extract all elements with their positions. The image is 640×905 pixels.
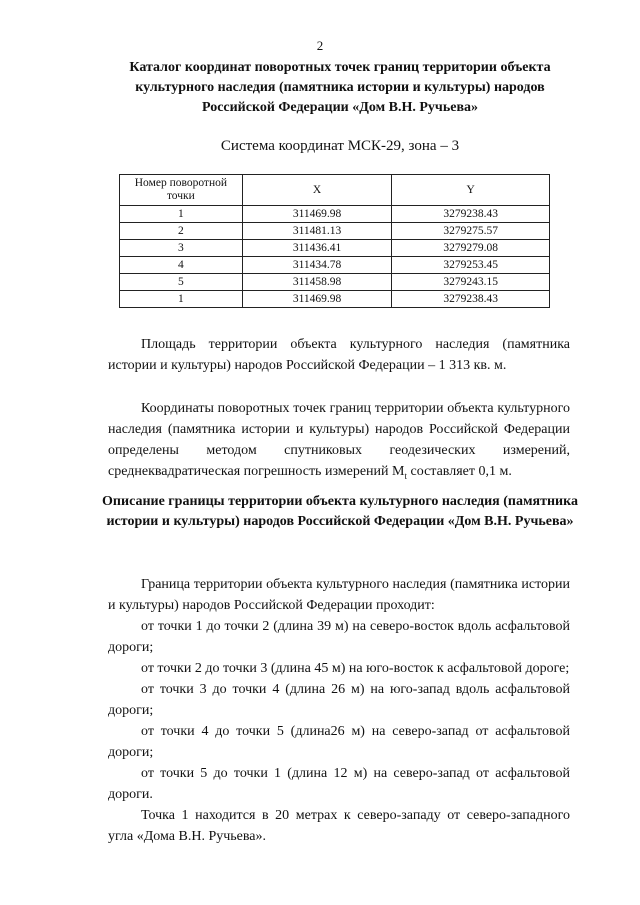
y-value: 3279279.08 [392, 240, 550, 257]
point-number: 5 [120, 274, 243, 291]
x-value: 311469.98 [242, 206, 392, 223]
catalog-title: Каталог координат поворотных точек границ территории объекта культурного наследия (памятника истории и культуры) народов Российской Федерации «Дом В.Н. Ручьева» [129, 60, 551, 115]
table-row [120, 257, 550, 274]
description-closing: Точка 1 находится в 20 метрах к северо-западу от северо-западного угла «Дома В.Н. Ручьева». [108, 808, 570, 844]
table-header-row [120, 175, 550, 206]
description-title: Описание границы территории объекта культурного наследия (памятника истории и культуры) народов Российской Федерации «Дом В.Н. Ручьева» [102, 494, 578, 529]
table-row [120, 291, 550, 308]
x-value: 311436.41 [242, 240, 392, 257]
description-intro: Граница территории объекта культурного наследия (памятника истории и культуры) народов Российской Федерации проходит: [108, 577, 570, 613]
point-number: 1 [120, 206, 243, 223]
x-value: 311481.13 [242, 223, 392, 240]
point-number: 1 [120, 291, 243, 308]
segment-item: от точки 3 до точки 4 (длина 26 м) на юго-запад вдоль асфальтовой дороги; [108, 682, 570, 718]
page-number: 2 [316, 38, 324, 53]
area-paragraph [108, 334, 570, 376]
coords-method-tail: составляет 0,1 м. [407, 464, 512, 479]
coordinate-system-label: Система координат МСК-29, зона – 3 [220, 138, 460, 154]
area-text: Площадь территории объекта культурного наследия (памятника истории и культуры) народов Российской Федерации – 1 313 кв. м. [108, 337, 570, 373]
x-value: 311434.78 [242, 257, 392, 274]
x-value: 311458.98 [242, 274, 392, 291]
boundary-description [108, 574, 570, 847]
table-row [120, 274, 550, 291]
coordinates-table [119, 174, 550, 308]
header-y: Y [392, 175, 550, 206]
header-point-number: Номер поворотной точки [120, 175, 243, 206]
y-value: 3279238.43 [392, 206, 550, 223]
point-number: 4 [120, 257, 243, 274]
coords-method-text: Координаты поворотных точек границ территории объекта культурного наследия (памятника истории и культуры) народов Российской Федерации определены методом спутниковых геодезических измерений, среднеквадратическая погрешность измерений M [108, 401, 570, 479]
y-value: 3279238.43 [392, 291, 550, 308]
table-row [120, 223, 550, 240]
segment-item: от точки 1 до точки 2 (длина 39 м) на северо-восток вдоль асфальтовой дороги; [108, 619, 570, 655]
header-x: X [242, 175, 392, 206]
x-value: 311469.98 [242, 291, 392, 308]
y-value: 3279275.57 [392, 223, 550, 240]
segment-item: от точки 4 до точки 5 (длина26 м) на северо-запад от асфальтовой дороги; [108, 724, 570, 760]
point-number: 2 [120, 223, 243, 240]
y-value: 3279243.15 [392, 274, 550, 291]
point-number: 3 [120, 240, 243, 257]
error-subscript: t [404, 470, 407, 481]
segment-item: от точки 5 до точки 1 (длина 12 м) на северо-запад от асфальтовой дороги. [108, 766, 570, 802]
y-value: 3279253.45 [392, 257, 550, 274]
table-row [120, 240, 550, 257]
coords-method-paragraph [108, 398, 570, 487]
segment-item: от точки 2 до точки 3 (длина 45 м) на юго-восток к асфальтовой дороге; [141, 661, 570, 676]
table-row [120, 206, 550, 223]
